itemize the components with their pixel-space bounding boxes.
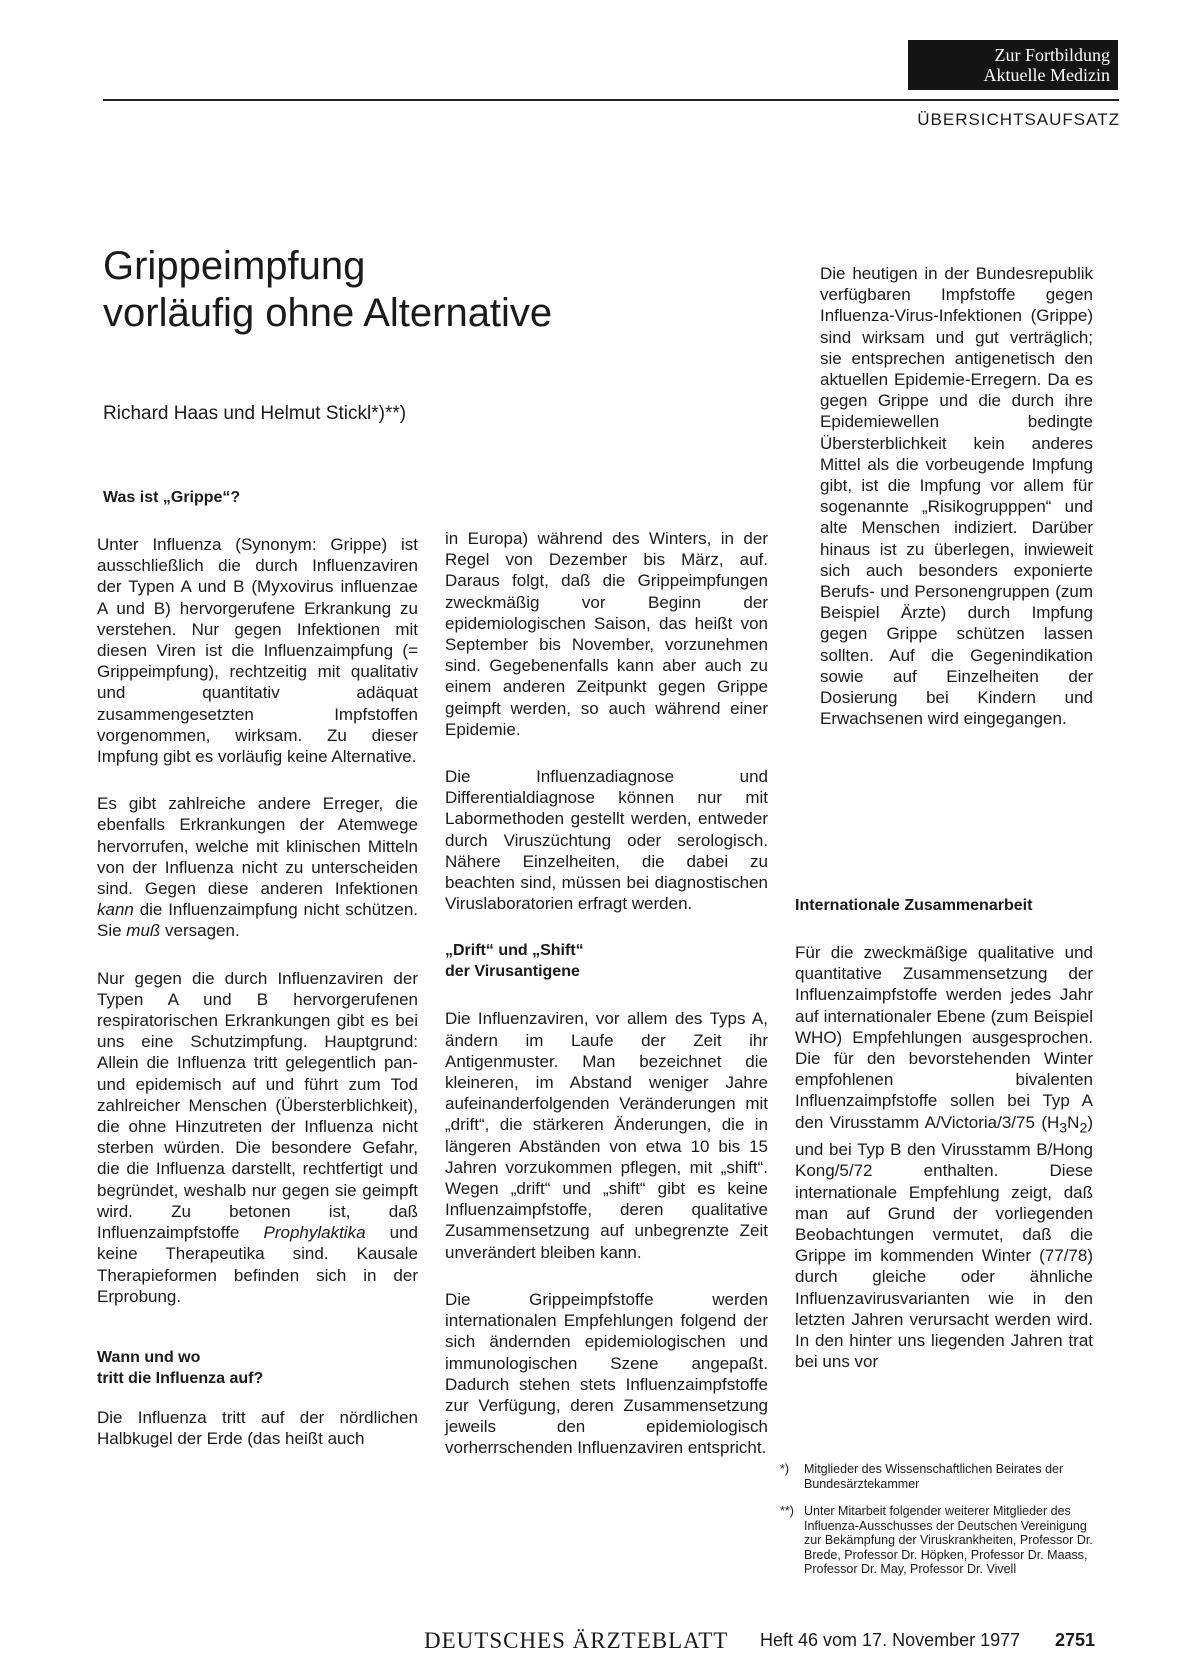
subscript: 3 (1059, 1120, 1068, 1137)
text-column-1 (97, 487, 418, 1475)
title-line-2: vorläufig ohne Alternative (103, 291, 553, 335)
article-authors: Richard Haas und Helmut Stickl*)**) (103, 403, 407, 424)
page-number: 2751 (1055, 1630, 1096, 1650)
text-column-3 (795, 895, 1093, 1398)
text-run: Für die zweckmäßige qualitative und quantitative Zusammensetzung der Influenzaimpfstoffe werden jedes Jahr auf internationaler Ebene (zum Beispiel WHO) Empfehlungen ausgesprochen. Die für den bevorstehenden Winter empfohlenen bivalenten Influenzaimpfstoffe sollen bei Typ A den Virusstamm A/Victoria/3/75 (H (795, 943, 1093, 1132)
emphasis: Prophylaktika (263, 1223, 366, 1243)
text-run: Nur gegen die durch Influenzaviren der Typen A und B hervorgerufenen respiratorischen Erkrankungen gibt es bei uns eine Schutzimpfung. Hauptgrund: Allein die Influenza tritt gelegentlich pan- und epidemisch auf und führt zum Tod zahlreicher Menschen (Übersterblichkeit), die ohne Hinzutreten der Influenza nicht sterben würden. Die besondere Gefahr, die die Influenza darstellt, rechtfertigt und begründet, weshalb nur gegen sie geimpft wird. Zu betonen ist, daß Influenzaimpfstoffe (97, 968, 418, 1243)
heading-line: der Virusantigene (445, 963, 580, 981)
paragraph: Die Influenzadiagnose und Differentialdiagnose können nur mit Labormethoden gestellt werden, entweder durch Viruszüchtung oder serologisch. Nähere Einzelheiten, die dabei zu beachten sind, müssen bei diagnostischen Viruslaboratorien erfragt werden. (445, 767, 768, 914)
footnote-2 (780, 1504, 1104, 1577)
header-rule (103, 99, 1119, 101)
section-heading-was-ist-grippe: Was ist „Grippe“? (103, 489, 241, 506)
paragraph: in Europa) während des Winters, in der Regel von Dezember bis März, auf. Daraus folgt, daß die Grippeimpfungen zweckmäßig vor Beginn der epidemiologischen Saison, das heißt von September bis November, vorzunehmen sind. Gegebenenfalls kann aber auch zu einem anderen Zeitpunkt gegen Grippe geimpft werden, so auch während einer Epidemie. (445, 529, 768, 739)
journal-name: DEUTSCHES ÄRZTEBLATT (424, 1628, 729, 1653)
footnote-1 (780, 1462, 1104, 1491)
badge-line-1: Zur Fortbildung (994, 45, 1110, 65)
emphasis: kann (97, 900, 134, 920)
text-run: die Influenzaimpfung nicht schützen. Sie (97, 900, 418, 941)
article-title (103, 243, 753, 337)
text-run: Es gibt zahlreiche andere Erreger, die ebenfalls Erkrankungen der Atemwege hervorrufen, welche mit klinischen Mitteln von der Influenza nicht zu unterscheiden sind. Gegen diese anderen Infektionen (97, 794, 418, 899)
text-column-2 (445, 528, 768, 1485)
heading-line: Wann und wo (97, 1348, 201, 1366)
footnote-text: Unter Mitarbeit folgender weiterer Mitglieder des Influenza-Ausschusses der Deutschen Vereinigung zur Bekämpfung der Viruskrankheiten, Professor Dr. Brede, Professor Dr. Höpken, Professor Dr. Maass, Professor Dr. May, Professor Dr. Vivell (804, 1504, 1093, 1576)
section-label: ÜBERSICHTSAUFSATZ (917, 110, 1120, 129)
footnote-text: Mitglieder des Wissenschaftlichen Beirates der Bundesärztekammer (804, 1462, 1064, 1491)
heading-line: „Drift“ und „Shift“ (445, 942, 584, 960)
text-run: ) und bei Typ B den Virusstamm B/Hong Kong/5/72 enthalten. Diese internationale Empfehlung zeigt, daß man auf Grund der vorliegenden Beobachtungen vermutet, daß die Grippe im kommenden Winter (77/78) durch gleiche oder ähnliche Influenzavirusvarianten wie in den letzten Jahren verursacht werden wird. In den hinter uns liegenden Jahren trat bei uns vor (795, 1112, 1093, 1372)
text-run: und keine Therapeutika sind. Kausale Therapieformen befinden sich in der Erprobung. (97, 1223, 419, 1306)
emphasis: muß (126, 921, 161, 941)
section-heading-internationale-zusammenarbeit: Internationale Zusammenarbeit (795, 897, 1033, 914)
title-line-1: Grippeimpfung (103, 244, 366, 288)
badge-line-2: Aktuelle Medizin (983, 65, 1110, 85)
section-heading-wann-und-wo (97, 1347, 418, 1389)
footnote-mark: *) (780, 1462, 790, 1476)
text-run: versagen. (160, 921, 240, 941)
paragraph: Die Influenza tritt auf der nördlichen Halbkugel der Erde (das heißt auch (97, 1407, 418, 1449)
paragraph (97, 793, 418, 941)
paragraph: Unter Influenza (Synonym: Grippe) ist ausschließlich die durch Influenzaviren der Typen A und B (Myxovirus influenzae A und B) hervorgerufene Erkrankung zu verstehen. Nur gegen Infektionen mit diesen Viren ist die Influenzaimpfung (= Grippeimpfung), rechtzeitig mit qualitativ und quantitativ adäquat zusammengesetzten Impfstoffen vorgenommen, wirksam. Zu dieser Impfung gibt es vorläufig keine Alternative. (97, 535, 418, 767)
heading-line: tritt die Influenza auf? (97, 1369, 264, 1387)
section-heading-drift-shift (445, 940, 768, 982)
paragraph: Die Influenzaviren, vor allem des Typs A, ändern im Laufe der Zeit ihr Antigenmuster. Man bezeichnet die kleineren, im Abstand weniger Jahre aufeinanderfolgenden Veränderungen mit „drift“, die stärkeren Änderungen, die in längeren Abständen von etwa 10 bis 15 Jahren vorzukommen pflegen, mit „shift“. Wegen „drift“ und „shift“ gibt es keine Influenzaimpfstoffe, deren qualitative Zusammensetzung auf unbegrenzte Zeit unverändert bleiben kann. (445, 1009, 768, 1262)
abstract-paragraph: Die heutigen in der Bundesrepublik verfügbaren Impfstoffe gegen Influenza-Virus-Infektionen (Grippe) sind wirksam und gut verträglich; sie entsprechen antigenetisch den aktuellen Epidemie-Erregern. Da es gegen Grippe und die durch ihre Epidemiewellen bedingte Übersterblichkeit kein anderes Mittel als die vorbeugende Impfung gibt, ist die Impfung vor allem für sogenannte „Risikogrupppen“ und alte Menschen indiziert. Darüber hinaus ist zu überlegen, inwieweit sich auch besonders exponierte Berufs- und Personengruppen (zum Beispiel Ärzte) durch Impfung gegen Grippe schützen lassen sollten. Auf die Gegenindikation sowie auf Einzelheiten der Dosierung bei Kindern und Erwachsenen wird eingegangen. (820, 264, 1093, 729)
paragraph (97, 968, 418, 1307)
issue-info: Heft 46 vom 17. November 1977 (760, 1630, 1021, 1650)
subscript: 2 (1079, 1120, 1088, 1137)
paragraph (795, 942, 1093, 1372)
footnote-mark: **) (780, 1504, 794, 1518)
text-run: N (1067, 1112, 1080, 1132)
rubric-badge (908, 40, 1118, 90)
paragraph: Die Grippeimpfstoffe werden internationalen Empfehlungen folgend der sich ändernden epidemiologischen und immunologischen Szene angepaßt. Dadurch stehen stets Influenzaimpfstoffe zur Verfügung, deren Zusammensetzung jeweils den epidemiologisch vorherrschenden Influenzaviren entspricht. (445, 1289, 768, 1458)
abstract-column (820, 263, 1093, 755)
